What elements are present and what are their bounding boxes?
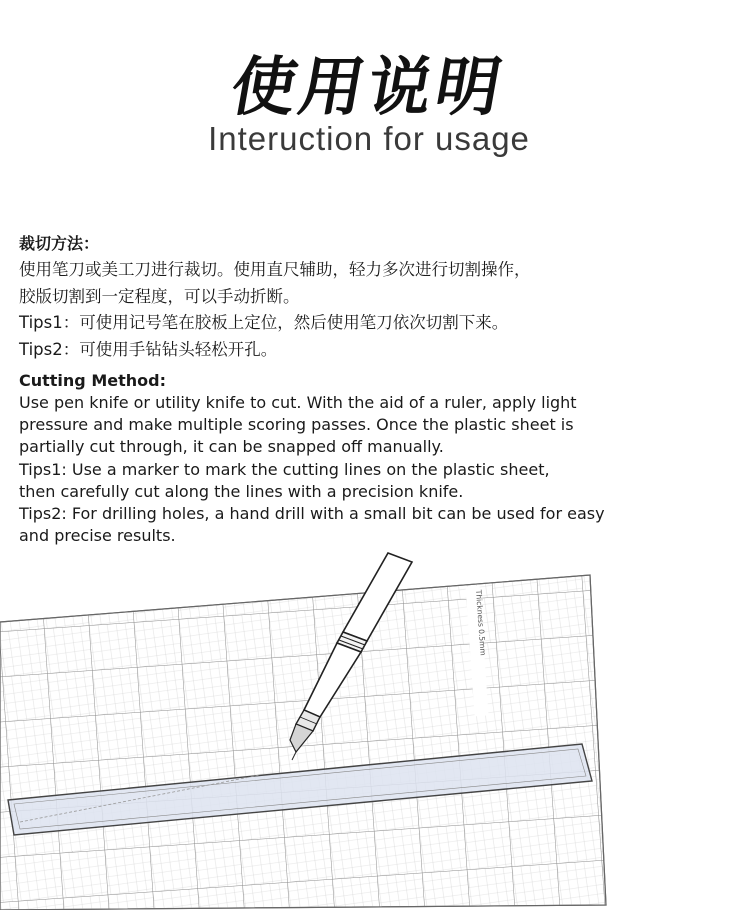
grid-sheet (0, 550, 650, 910)
sheet-thickness-label: Thickness 0.5mm (474, 589, 488, 656)
chinese-heading: 裁切方法： (19, 234, 100, 253)
english-instructions (19, 370, 719, 547)
title-english: Interuction for usage (208, 120, 530, 157)
chinese-line: 胶版切割到一定程度，可以手动折断。 (19, 286, 300, 306)
chinese-instructions (19, 231, 719, 363)
english-line: Tips1: Use a marker to mark the cutting lines on the plastic sheet, (19, 459, 550, 479)
chinese-line: Tips1：可使用记号笔在胶板上定位，然后使用笔刀依次切割下来。 (19, 313, 509, 332)
english-heading: Cutting Method: (19, 371, 166, 390)
english-line: and precise results. (19, 526, 176, 546)
english-line: partially cut through, it can be snapped off manually. (19, 437, 444, 457)
english-line: pressure and make multiple scoring passes. Once the plastic sheet is (19, 415, 574, 435)
english-line: then carefully cut along the lines with a precision knife. (19, 481, 464, 501)
plastic-sheet-cutting-illustration (0, 550, 738, 910)
english-line: Use pen knife or utility knife to cut. With the aid of a ruler, apply light (19, 393, 577, 412)
title-chinese: 使用说明 (225, 51, 511, 125)
chinese-line: 使用笔刀或美工刀进行裁切。使用直尺辅助，轻力多次进行切割操作， (19, 260, 531, 279)
chinese-line: Tips2：可使用手钻钻头轻松开孔。 (19, 339, 278, 359)
english-line: Tips2: For drilling holes, a hand drill with a small bit can be used for easy (19, 504, 605, 524)
